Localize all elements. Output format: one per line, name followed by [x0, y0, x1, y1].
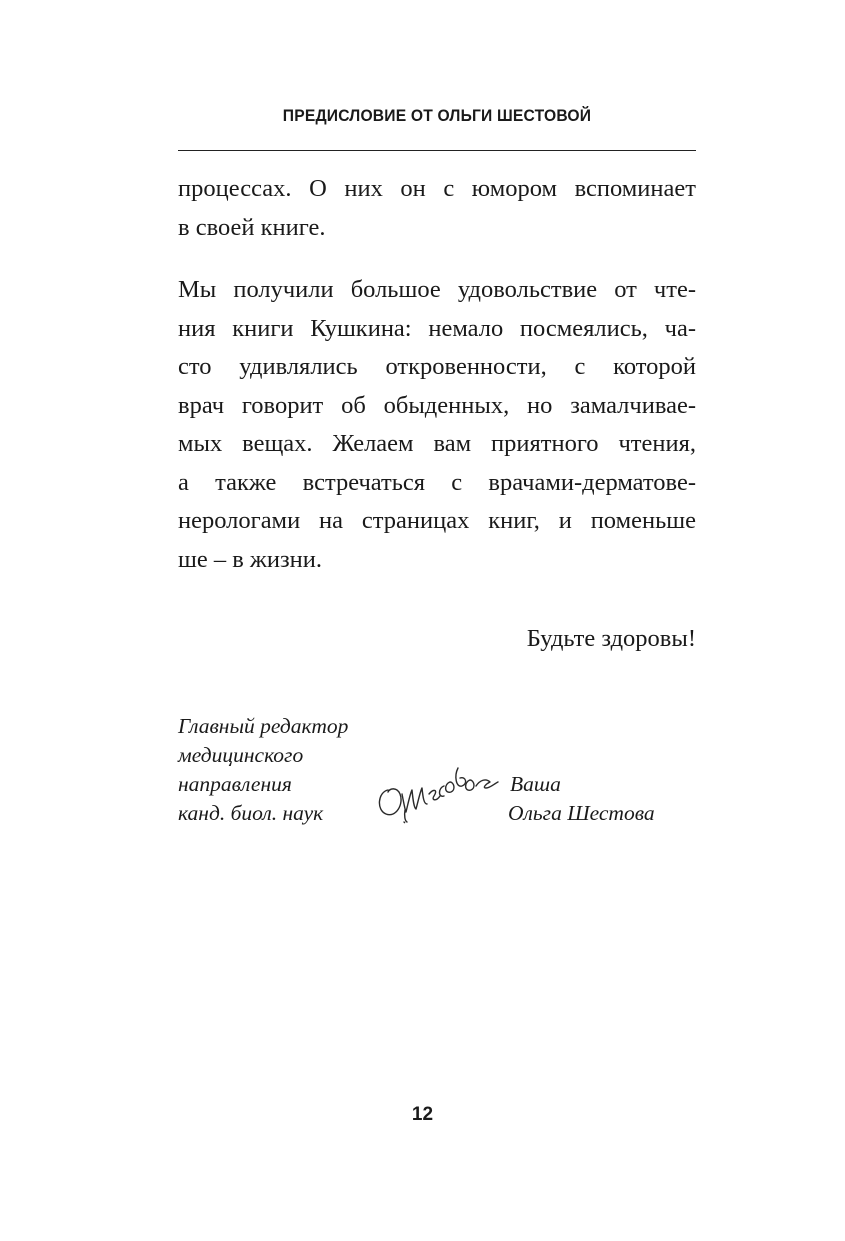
text-line: Мы получили большое удовольствие от чте- [178, 276, 696, 303]
signature-block [178, 712, 696, 842]
signer [508, 770, 655, 828]
text-line: ше – в жизни. [178, 545, 322, 573]
paragraph-1 [178, 170, 696, 247]
text-line: процессах. О них он с юмором вспоминает [178, 175, 696, 202]
editor-title [178, 712, 348, 828]
text-line: мых вещах. Желаем вам приятного чтения, [178, 430, 696, 457]
text-line: сто удивлялись откровенности, с которой [178, 353, 696, 380]
title-line: медицинского [178, 743, 304, 767]
text-line: в своей книге. [178, 213, 326, 241]
running-title: ПРЕДИСЛОВИЕ ОТ ОЛЬГИ ШЕСТОВОЙ [282, 106, 592, 125]
text-line: ния книги Кушкина: немало посмеялись, ча- [178, 314, 696, 342]
text-line: врач говорит об обыденных, но замалчивае- [178, 391, 696, 419]
main-text [178, 170, 696, 579]
title-line: канд. биол. наук [178, 801, 324, 825]
signer-name: Ольга Шестова [508, 801, 655, 825]
paragraph-2 [178, 271, 696, 579]
text-line: нерологами на страницах книг, и поменьше [178, 507, 696, 534]
handwritten-signature [374, 746, 502, 824]
title-line: Главный редактор [178, 714, 349, 738]
closing-line: Будьте здоровы! [526, 625, 696, 652]
title-line: направления [178, 772, 292, 796]
text-line: а также встречаться с врачами-дерматове- [178, 468, 696, 496]
salutation: Ваша [510, 772, 561, 796]
page-number: 12 [411, 1104, 434, 1125]
header-rule [178, 150, 696, 151]
